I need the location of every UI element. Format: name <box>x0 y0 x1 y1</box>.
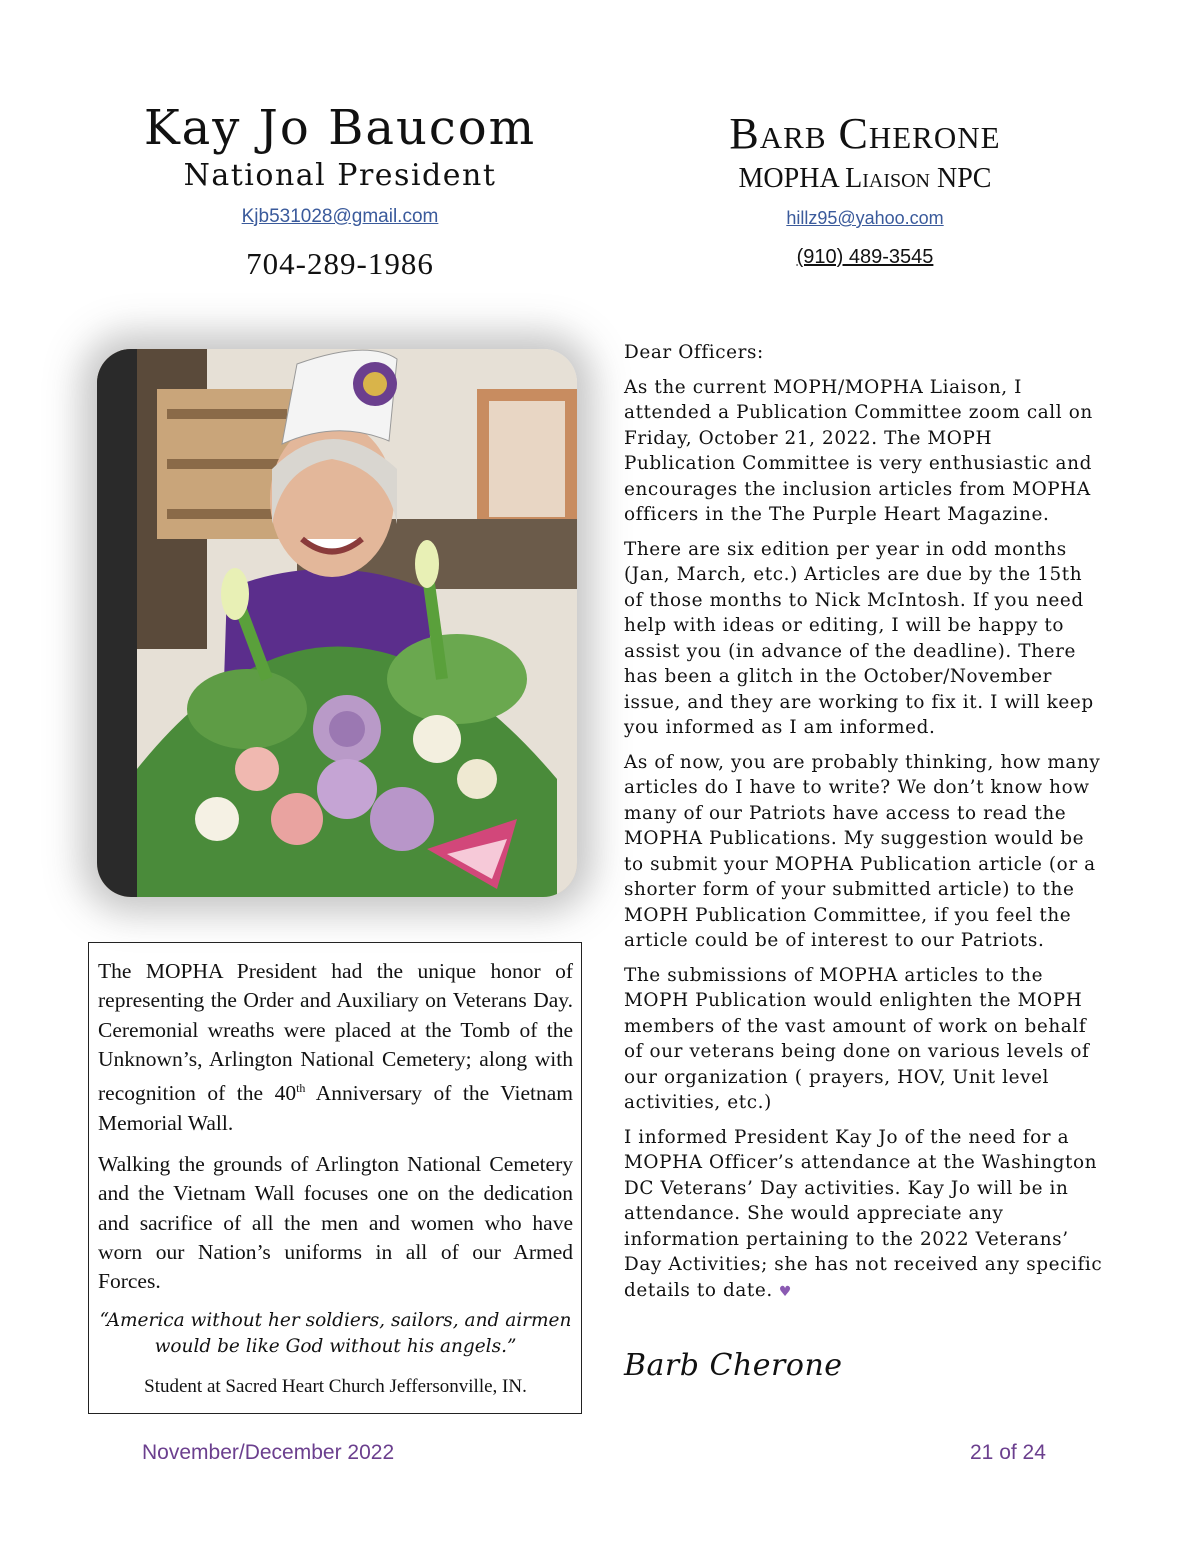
signature: Barb Cherone <box>624 1348 843 1383</box>
letter-paragraph-4: The submissions of MOPHA articles to the MOPH Publication would enlighten the MOPH members of the vast amount of work on behalf of our veterans being done on various levels of our organization ( prayers, HOV, Unit level activities, etc.) <box>624 964 1090 1113</box>
liaison-name: Barb Cherone <box>729 109 1001 158</box>
page-number: 21 of 24 <box>970 1441 1046 1464</box>
letter-salutation: Dear Officers: <box>624 342 764 363</box>
letter-paragraph-1: As the current MOPH/MOPHA Liaison, I attended a Publication Committee zoom call on Friday, October 21, 2022. The MOPH Publication Committee is very enthusiastic and encourages the inclusion articles from MOPHA officers in the The Purple Heart Magazine. <box>624 376 1093 525</box>
caption-paragraph-1 <box>98 957 573 1138</box>
liaison-email-link[interactable]: hillz95@yahoo.com <box>786 208 944 228</box>
liaison-title: MOPHA Liaison NPC <box>738 163 992 194</box>
issue-date: November/December 2022 <box>142 1441 395 1464</box>
letter-paragraph-5-text: I informed President Kay Jo of the need for a MOPHA Officer’s attendance at the Washington DC Veterans’ Day activities. Kay Jo will be in attendance. She would appreciate any information pertaining to the 2022 Veterans’ Day Activities; she has not received any specific details to date. <box>624 1126 1103 1301</box>
quote-attribution: Student at Sacred Heart Church Jeffersonville, IN. <box>144 1376 527 1398</box>
letter-paragraph-5 <box>624 1125 1104 1306</box>
president-title: National President <box>183 158 497 193</box>
president-email-link[interactable]: Kjb531028@gmail.com <box>241 206 439 227</box>
letter-paragraph-3: As of now, you are probably thinking, how many articles do I have to write? We don’t know how many of our Patriots have access to read the MOPHA Publications. My suggestion would be to submit your MOPHA Publication article (or a shorter form of your submitted article) to the MOPH Publication Committee, if you feel the article could be of interest to our Patriots. <box>624 751 1101 951</box>
president-phone: 704-289-1986 <box>246 246 434 281</box>
ordinal-suffix: th <box>296 1081 306 1096</box>
caption-paragraph-1-text: The MOPHA President had the unique honor of representing the Order and Auxiliary on Veterans Day. Ceremonial wreaths were placed at the Tomb of the Unknown’s, Arlington National Cemetery; along with recognition of the 40 <box>98 959 573 1106</box>
caption-quote: “America without her soldiers, sailors, and airmen would be like God without his angels.” <box>99 1310 572 1358</box>
caption-box <box>88 942 582 1414</box>
liaison-phone-link[interactable]: (910) 489-3545 <box>796 246 934 268</box>
president-photo <box>97 349 577 897</box>
heart-icon: ♥ <box>778 1283 792 1300</box>
caption-paragraph-1-end: Anniversary of the Vietnam Memorial Wall. <box>98 1081 573 1135</box>
letter-paragraph-2: There are six edition per year in odd months (Jan, March, etc.) Articles are due by the 15th of those months to Nick McIntosh. If you need help with ideas or editing, I will be happy to assist you (in advance of the deadline). There has been a glitch in the October/November issue, and they are working to fix it. I will keep you informed as I am informed. <box>624 538 1094 738</box>
caption-paragraph-2: Walking the grounds of Arlington National Cemetery and the Vietnam Wall focuses one on the dedication and sacrifice of all the men and women who have worn our Nation’s uniforms in all of our Armed Forces. <box>98 1151 573 1294</box>
photo-illustration <box>97 349 577 897</box>
president-name: Kay Jo Baucom <box>143 100 537 156</box>
letter-body <box>624 340 1104 1314</box>
